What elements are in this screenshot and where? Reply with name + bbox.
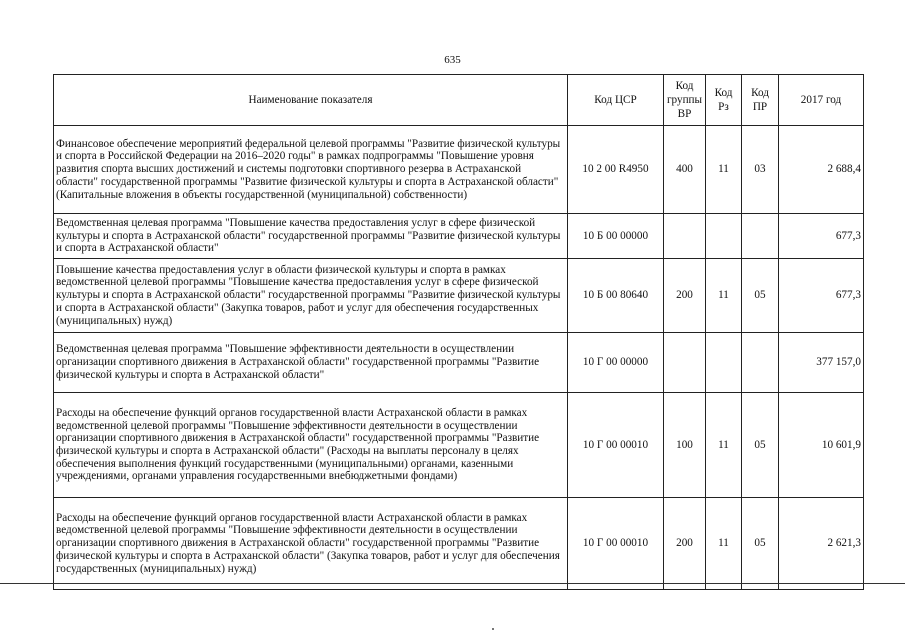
row-pr: 03: [742, 126, 779, 214]
row-name: Повышение качества предоставления услуг в области физической культуры и спорта в рамках ведомственной целевой программы "Повышение качества предоставления услуг в сфере физической культуры и спорта в Астраханской области" государственной программы "Развитие физической культуры и спорта в Астраханской области" (Закупка товаров, работ и услуг для обеспечения государственных (муниципальных) нужд): [54, 259, 568, 333]
row-amount: 677,3: [779, 214, 864, 259]
budget-table: [53, 74, 864, 590]
row-vr: [664, 214, 706, 259]
row-pr: 05: [742, 259, 779, 333]
row-csr: 10 Г 00 00010: [568, 393, 664, 498]
scan-speck: [492, 628, 494, 630]
row-pr: [742, 214, 779, 259]
row-rz: 11: [706, 259, 742, 333]
row-csr: 10 2 00 R4950: [568, 126, 664, 214]
row-csr: 10 Г 00 00010: [568, 498, 664, 590]
row-rz: 11: [706, 498, 742, 590]
row-csr: 10 Б 00 00000: [568, 214, 664, 259]
row-name: Ведомственная целевая программа "Повышение качества предоставления услуг в сфере физической культуры и спорта в Астраханской области" государственной программы "Развитие физической культуры и спорта в Астраханской области": [54, 214, 568, 259]
header-name: Наименование показателя: [54, 75, 568, 126]
row-amount: 2 621,3: [779, 498, 864, 590]
row-name: Финансовое обеспечение мероприятий федеральной целевой программы "Развитие физической культуры и спорта в Российской Федерации на 2016–2020 годы" в рамках подпрограммы "Повышение уровня развития спорта высших достижений и системы подготовки спортивного резерва в Астраханской области" государственной программы "Развитие физической культуры и спорта в Астраханской области" (Капитальные вложения в объекты государственной (муниципальной) собственности): [54, 126, 568, 214]
row-amount: 377 157,0: [779, 333, 864, 393]
table-row: [54, 333, 864, 393]
header-vr: Код группы ВР: [664, 75, 706, 126]
row-rz: 11: [706, 126, 742, 214]
row-csr: 10 Г 00 00000: [568, 333, 664, 393]
row-vr: 100: [664, 393, 706, 498]
row-name: Расходы на обеспечение функций органов государственной власти Астраханской области в рамках ведомственной целевой программы "Повышение эффективности деятельности в осуществлении организации спортивного движения в Астраханской области" государственной программы "Развитие физической культуры и спорта в Астраханской области" (Расходы на выплаты персоналу в целях обеспечения выполнения функций государственными (муниципальными) органами, казенными учреждениями, органами управления государственными внебюджетными фондами): [54, 393, 568, 498]
row-rz: 11: [706, 393, 742, 498]
table-row: [54, 259, 864, 333]
row-rz: [706, 333, 742, 393]
scan-line-divider: [0, 583, 905, 584]
row-pr: [742, 333, 779, 393]
row-pr: 05: [742, 393, 779, 498]
row-vr: 200: [664, 259, 706, 333]
header-pr: Код ПР: [742, 75, 779, 126]
row-vr: 200: [664, 498, 706, 590]
row-amount: 2 688,4: [779, 126, 864, 214]
table-header-row: [54, 75, 864, 126]
header-year: 2017 год: [779, 75, 864, 126]
table-row: [54, 498, 864, 590]
row-name: Ведомственная целевая программа "Повышение эффективности деятельности в осуществлении организации спортивного движения в Астраханской области" государственной программы "Развитие физической культуры и спорта в Астраханской области": [54, 333, 568, 393]
row-amount: 677,3: [779, 259, 864, 333]
row-name: Расходы на обеспечение функций органов государственной власти Астраханской области в рамках ведомственной целевой программы "Повышение эффективности деятельности в осуществлении организации спортивного движения в Астраханской области" государственной программы "Развитие физической культуры и спорта в Астраханской области" (Закупка товаров, работ и услуг для обеспечения государственных (муниципальных) нужд): [54, 498, 568, 590]
row-rz: [706, 214, 742, 259]
row-vr: 400: [664, 126, 706, 214]
header-rz: Код Рз: [706, 75, 742, 126]
row-csr: 10 Б 00 80640: [568, 259, 664, 333]
table-row: [54, 126, 864, 214]
header-csr: Код ЦСР: [568, 75, 664, 126]
row-vr: [664, 333, 706, 393]
table-row: [54, 393, 864, 498]
row-amount: 10 601,9: [779, 393, 864, 498]
row-pr: 05: [742, 498, 779, 590]
table-row: [54, 214, 864, 259]
page-number: 635: [444, 54, 461, 66]
